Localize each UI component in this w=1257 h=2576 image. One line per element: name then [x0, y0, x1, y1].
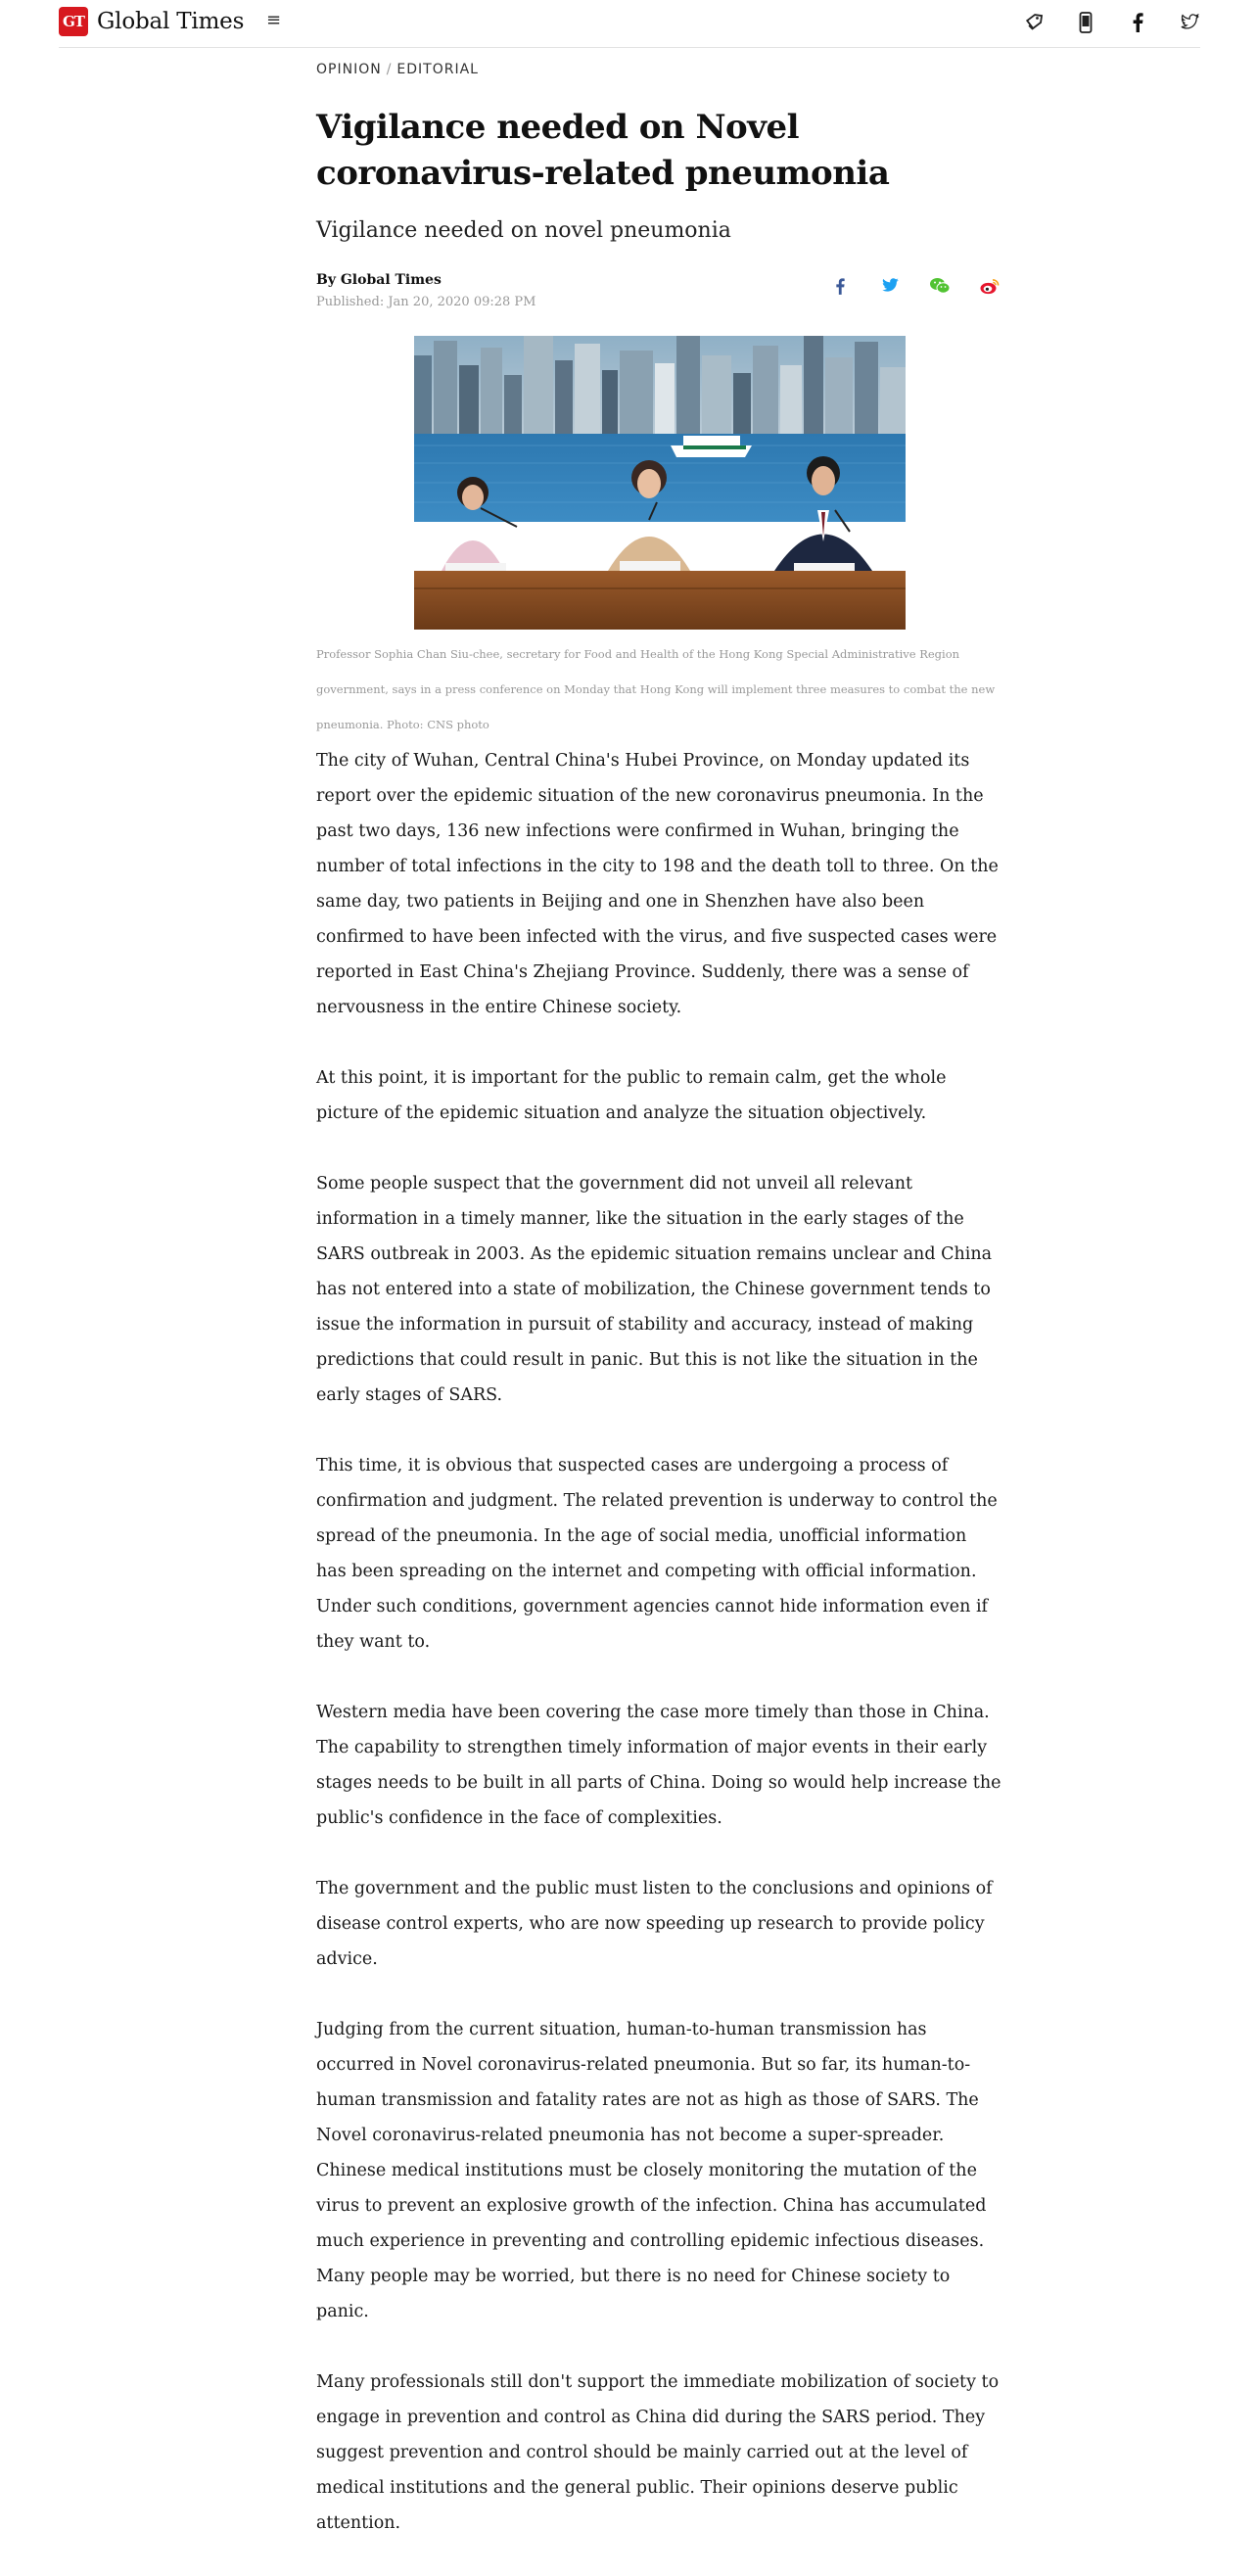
published-date: Published: Jan 20, 2020 09:28 PM	[316, 295, 536, 309]
paragraph: This time, it is obvious that suspected cases are undergoing a process of confirmation and judgment. The related prevention is underway to control the spread of the pneumonia. In the age of social media, unofficial information has been spreading on the internet and competing with official information. Under such conditions, government agencies cannot hide information even if they want to.	[316, 1456, 998, 1652]
wechat-share-icon[interactable]	[929, 275, 951, 297]
menu-icon[interactable]: ≡	[266, 10, 282, 30]
paragraph: Some people suspect that the government did not unveil all relevant information in a timely manner, like the situation in the early stages of the SARS outbreak in 2003. As the epidemic situation remains unclear and China has not entered into a state of mobilization, the Chinese government tends to issue the information in pursuit of stability and accuracy, instead of making predictions that could result in panic. But this is not like the situation in the early stages of SARS.	[316, 1174, 993, 1405]
paragraph: Judging from the current situation, human-to-human transmission has occurred in Novel coronavirus-related pneumonia. But so far, its human-to-human transmission and fatality rates are not as high as those of SARS. The Novel coronavirus-related pneumonia has not become a super-spreader. Chinese medical institutions must be closely monitoring the mutation of the virus to prevent an explosive growth of the infection. China has accumulated much experience in preventing and controlling epidemic infectious diseases. Many people may be worried, but there is no need for Chinese society to panic.	[316, 2020, 987, 2321]
breadcrumb	[316, 62, 1001, 77]
site-name: Global Times	[97, 9, 245, 34]
paragraph: At this point, it is important for the public to remain calm, get the whole picture of the epidemic situation and analyze the situation objectively.	[316, 1068, 947, 1123]
photo-caption: Professor Sophia Chan Siu-chee, secretary for Food and Health of the Hong Kong Special Administrative Region government, says in a press conference on Monday that Hong Kong will implement three measures to combat the new pneumonia. Photo: CNS photo	[316, 647, 996, 731]
paragraph: The government and the public must listen to the conclusions and opinions of disease control experts, who are now speeding up research to provide policy advice.	[316, 1879, 993, 1969]
breadcrumb-separator: /	[386, 62, 393, 77]
paragraph: The city of Wuhan, Central China's Hubei Province, on Monday updated its report over the epidemic situation of the new coronavirus pneumonia. In the past two days, 136 new infections were confirmed in Wuhan, bringing the number of total infections in the city to 198 and the death toll to three. On the same day, two patients in Beijing and one in Shenzhen have also been confirmed to have been infected with the virus, and five suspected cases were reported in East China's Zhejiang Province. Suddenly, there was a sense of nervousness in the entire Chinese society.	[316, 751, 999, 1017]
twitter-icon[interactable]	[1179, 10, 1200, 35]
article-body	[316, 743, 1001, 2576]
breadcrumb-opinion[interactable]: OPINION	[316, 62, 382, 77]
breadcrumb-editorial[interactable]: EDITORIAL	[396, 62, 479, 77]
facebook-share-icon[interactable]	[829, 275, 851, 297]
article-byline: By Global Times	[316, 272, 442, 288]
twitter-share-icon[interactable]	[879, 275, 901, 297]
top-icon-group	[993, 10, 1200, 35]
article-photo	[414, 336, 906, 630]
weibo-share-icon[interactable]	[979, 275, 1001, 297]
share-buttons	[829, 275, 1029, 297]
paragraph: Many professionals still don't support the immediate mobilization of society to engage in prevention and control as China did during the SARS period. They suggest prevention and control should be mainly carried out at the level of medical institutions and the general public. Their opinions deserve public attention.	[316, 2372, 1000, 2533]
top-navigation-bar	[59, 0, 1200, 48]
logo-mark: GT	[59, 7, 88, 36]
article-subtitle: Vigilance needed on novel pneumonia	[316, 218, 731, 243]
site-logo[interactable]	[59, 7, 244, 36]
tag-icon[interactable]	[1023, 10, 1045, 35]
article	[316, 62, 1001, 2533]
facebook-icon[interactable]	[1127, 10, 1148, 35]
paragraph: Western media have been covering the case more timely than those in China. The capability to strengthen timely information of major events in their early stages needs to be built in all parts of China. Doing so would help increase the public's confidence in the face of complexities.	[316, 1703, 1001, 1828]
mobile-icon[interactable]	[1075, 10, 1096, 35]
article-title: Vigilance needed on Novel coronavirus-related pneumonia	[316, 108, 890, 193]
